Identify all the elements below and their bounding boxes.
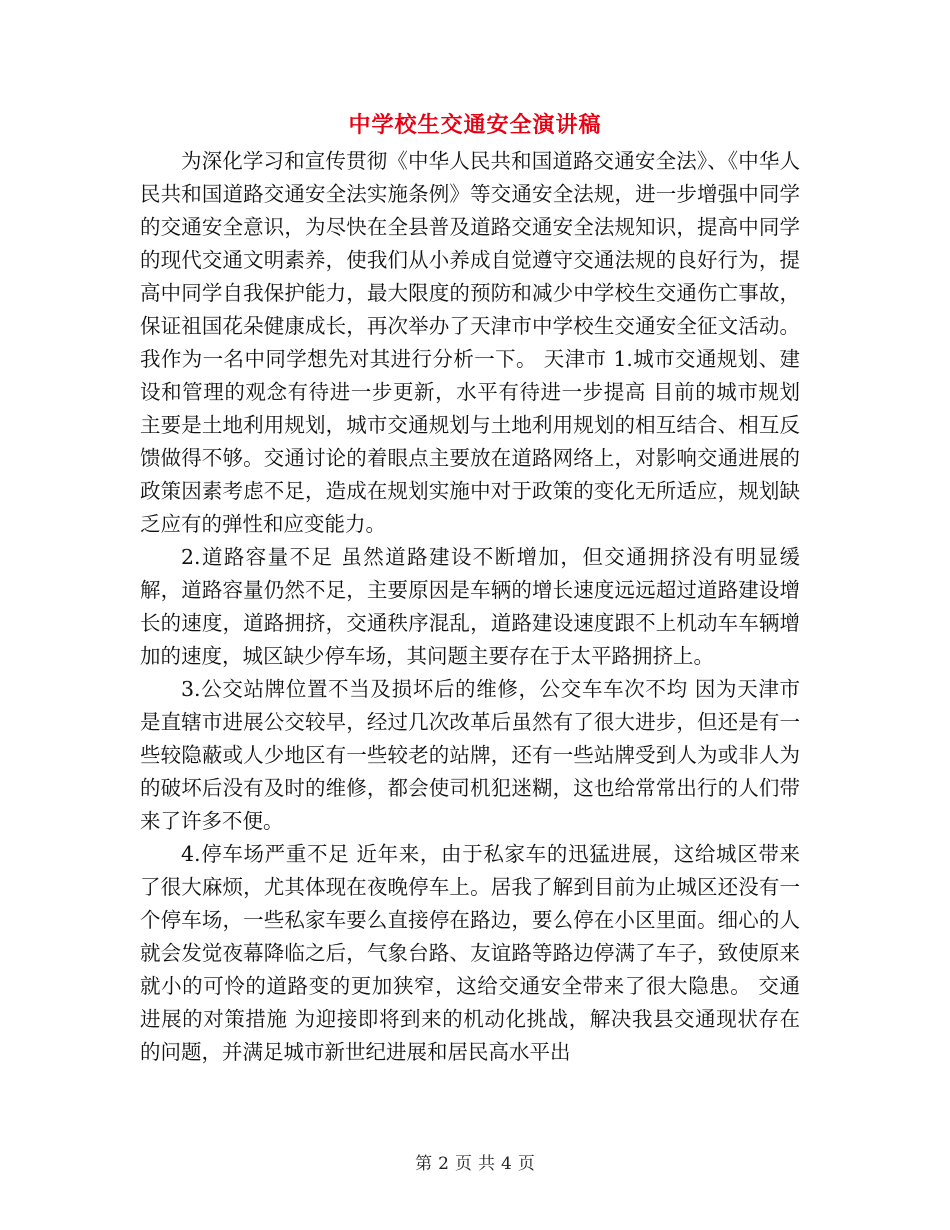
footer-page-word: 页 xyxy=(455,1154,472,1174)
document-title: 中学校生交通安全演讲稿 xyxy=(348,112,602,138)
footer-total-pages: 4 xyxy=(501,1154,512,1174)
footer-suffix: 页 xyxy=(517,1154,535,1174)
footer-current-page: 2 xyxy=(438,1154,449,1174)
footer-total-word: 共 xyxy=(478,1154,495,1174)
paragraph-1: 为深化学习和宣传贯彻《中华人民共和国道路交通安全法》、《中华人民共和国道路交通安全法实施条例》等交通安全法规，进一步增强中同学的交通安全意识，为尽快在全县普及道路交通安全法规知识，提高中同学的现代交通文明素养，使我们从小养成自觉遵守交通法规的良好行为，提高中同学自我保护能力，最大限度的预防和减少中学校生交通伤亡事故，保证祖国花朵健康成长，再次举办了天津市中学校生交通安全征文活动。 我作为一名中同学想先对其进行分析一下。 天津市 1.城市交通规划、建设和管理的观念有待进一步更新，水平有待进一步提高 目前的城市规划主要是土地利用规划，城市交通规划与土地利用规划的相互结合、相互反馈做得不够。交通讨论的着眼点主要放在道路网络上，对影响交通进展的政策因素考虑不足，造成在规划实施中对于政策的变化无所适应，规划缺乏应有的弹性和应变能力。 xyxy=(140,149,800,536)
page-footer xyxy=(0,1152,950,1176)
paragraph-2: 2.道路容量不足 虽然道路建设不断增加，但交通拥挤没有明显缓解，道路容量仍然不足，主要原因是车辆的增长速度远远超过道路建设增长的速度，道路拥挤，交通秩序混乱，道路建设速度跟不上机动车车辆增加的速度，城区缺少停车场，其问题主要存在于太平路拥挤上。 xyxy=(140,545,800,668)
footer-prefix: 第 xyxy=(415,1154,433,1174)
document-body xyxy=(140,145,800,1069)
paragraph-4: 4.停车场严重不足 近年来，由于私家车的迅猛进展，这给城区带来了很大麻烦，尤其体现在夜晚停车上。居我了解到目前为止城区还没有一个停车场，一些私家车要么直接停在路边，要么停在小区里面。细心的人就会发觉夜幕降临之后，气象台路、友谊路等路边停满了车子，致使原来就小的可怜的道路变的更加狭窄，这给交通安全带来了很大隐患。 交通进展的对策措施 为迎接即将到来的机动化挑战，解决我县交通现状存在的问题，并满足城市新世纪进展和居民高水平出 xyxy=(140,842,800,1064)
paragraph-3: 3.公交站牌位置不当及损坏后的维修，公交车车次不均 因为天津市是直辖市进展公交较早，经过几次改革后虽然有了很大进步，但还是有一些较隐蔽或人少地区有一些较老的站牌，还有一些站牌受到人为或非人为的破坏后没有及时的维修，都会使司机犯迷糊，这也给常常出行的人们带来了许多不便。 xyxy=(140,677,800,833)
